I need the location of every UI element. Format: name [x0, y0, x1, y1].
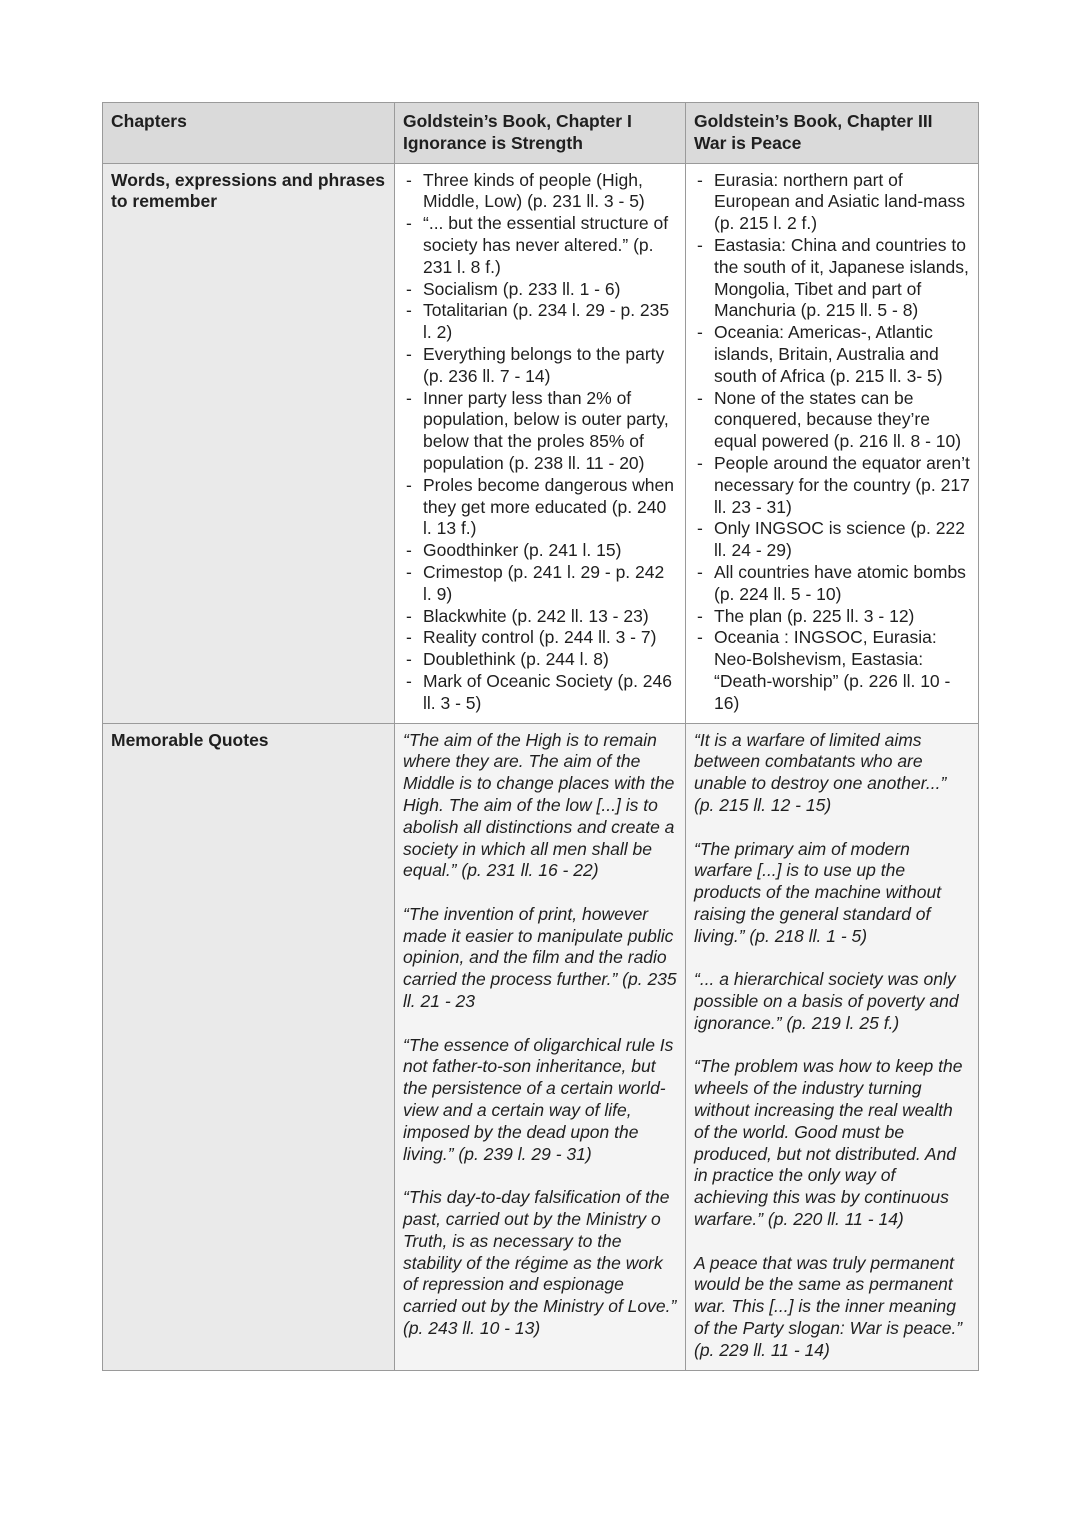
- list-item: - People around the equator aren’t necessary for the country (p. 217 ll. 23 - 31): [694, 453, 970, 518]
- words-chapter-3-list: [694, 170, 970, 715]
- quote: “The aim of the High is to remain where they are. The aim of the Middle is to change places with the High. The aim of the low [...] is to abolish all distinctions and create a society in which all men shall be equal.” (p. 231 ll. 16 - 22): [403, 729, 675, 881]
- list-item: - The plan (p. 225 ll. 3 - 12): [694, 606, 970, 628]
- list-item: - “... but the essential structure of society has never altered.” (p. 231 l. 8 f.): [403, 213, 677, 278]
- words-chapter-1-list: [403, 170, 677, 715]
- list-item: - Blackwhite (p. 242 ll. 13 - 23): [403, 606, 677, 628]
- list-item: - Oceania : INGSOC, Eurasia: Neo-Bolshevism, Eastasia: “Death-worship” (p. 226 ll. 10 - 16): [694, 627, 970, 714]
- chapters-header: [103, 103, 395, 164]
- list-item: - Mark of Oceanic Society (p. 246 ll. 3 - 5): [403, 671, 677, 715]
- list-item: - Eurasia: northern part of European and Asiatic land-mass (p. 215 l. 2 f.): [694, 170, 970, 235]
- quotes-label: Memorable Quotes: [111, 729, 269, 750]
- words-chapter-3-cell: [686, 163, 979, 723]
- summary-table: [102, 102, 979, 1371]
- list-item: - Reality control (p. 244 ll. 3 - 7): [403, 627, 677, 649]
- quotes-chapter-1-cell: [395, 723, 686, 1370]
- list-item: - Proles become dangerous when they get more educated (p. 240 l. 13 f.): [403, 475, 677, 540]
- chapter-3-title: Goldstein’s Book, Chapter III: [694, 111, 933, 131]
- quotes-chapter-3-cell: [686, 723, 979, 1370]
- list-item: - Three kinds of people (High, Middle, Low) (p. 231 ll. 3 - 5): [403, 170, 677, 214]
- chapter-1-header: [395, 103, 686, 164]
- quote: “The invention of print, however made it easier to manipulate public opinion, and the film and the radio carried the process further.” (p. 235 ll. 21 - 23: [403, 903, 677, 1012]
- chapter-3-subtitle: War is Peace: [694, 132, 802, 153]
- quote: “The primary aim of modern warfare [...] is to use up the products of the machine without raising the general standard of living.” (p. 218 ll. 1 - 5): [694, 838, 942, 946]
- list-item: - Eastasia: China and countries to the south of it, Japanese islands, Mongolia, Tibet and part of Manchuria (p. 215 ll. 5 - 8): [694, 235, 970, 322]
- list-item: - Only INGSOC is science (p. 222 ll. 24 - 29): [694, 518, 970, 562]
- list-item: - Inner party less than 2% of population, below is outer party, below that the proles 85% of population (p. 238 ll. 11 - 20): [403, 388, 677, 475]
- words-chapter-1-cell: [395, 163, 686, 723]
- quote: “... a hierarchical society was only possible on a basis of poverty and ignorance.” (p. 219 l. 25 f.): [694, 969, 959, 1033]
- quotes-label-cell: [103, 723, 395, 1370]
- list-item: - Oceania: Americas-, Atlantic islands, Britain, Australia and south of Africa (p. 215 ll. 3- 5): [694, 322, 970, 387]
- list-item: - Doublethink (p. 244 l. 8): [403, 649, 677, 671]
- list-item: - Crimestop (p. 241 l. 29 - p. 242 l. 9): [403, 562, 677, 606]
- list-item: - Totalitarian (p. 234 l. 29 - p. 235 l. 2): [403, 300, 677, 344]
- list-item: - Goodthinker (p. 241 l. 15): [403, 540, 677, 562]
- words-row: [103, 163, 979, 723]
- quote: A peace that was truly permanent would be the same as permanent war. This [...] is the inner meaning of the Party slogan: War is peace.” (p. 229 ll. 11 - 14): [694, 1252, 963, 1360]
- list-item: - All countries have atomic bombs (p. 224 ll. 5 - 10): [694, 562, 970, 606]
- words-label-cell: [103, 163, 395, 723]
- quote: “The problem was how to keep the wheels of the industry turning without increasing the real wealth of the world. Good must be produced, but not distributed. And in practice the only way of achieving this was by continuous warfare.” (p. 220 ll. 11 - 14): [694, 1056, 963, 1230]
- quotes-row: [103, 723, 979, 1370]
- list-item: - None of the states can be conquered, because they’re equal powered (p. 216 ll. 8 - 10): [694, 388, 970, 453]
- words-label: Words, expressions and phrases to remember: [111, 169, 385, 212]
- chapter-1-title: Goldstein’s Book, Chapter I: [403, 111, 632, 131]
- document-page: [102, 102, 978, 1371]
- quote: “This day-to-day falsification of the past, carried out by the Ministry o Truth, is as necessary to the stability of the régime as the work of repression and espionage carried out by the Ministry of Love.” (p. 243 ll. 10 - 13): [403, 1187, 677, 1339]
- list-item: - Everything belongs to the party (p. 236 ll. 7 - 14): [403, 344, 677, 388]
- header-row: [103, 103, 979, 164]
- chapters-label: Chapters: [111, 111, 187, 131]
- chapter-1-subtitle: Ignorance is Strength: [403, 132, 583, 153]
- chapter-3-header: [686, 103, 979, 164]
- quote: “The essence of oligarchical rule Is not father-to-son inheritance, but the persistence of a certain world-view and a certain way of life, imposed by the dead upon the living.” (p. 239 l. 29 - 31): [403, 1034, 674, 1164]
- list-item: - Socialism (p. 233 ll. 1 - 6): [403, 279, 677, 301]
- quote: “It is a warfare of limited aims between combatants who are unable to destroy one another...” (p. 215 ll. 12 - 15): [694, 729, 947, 815]
